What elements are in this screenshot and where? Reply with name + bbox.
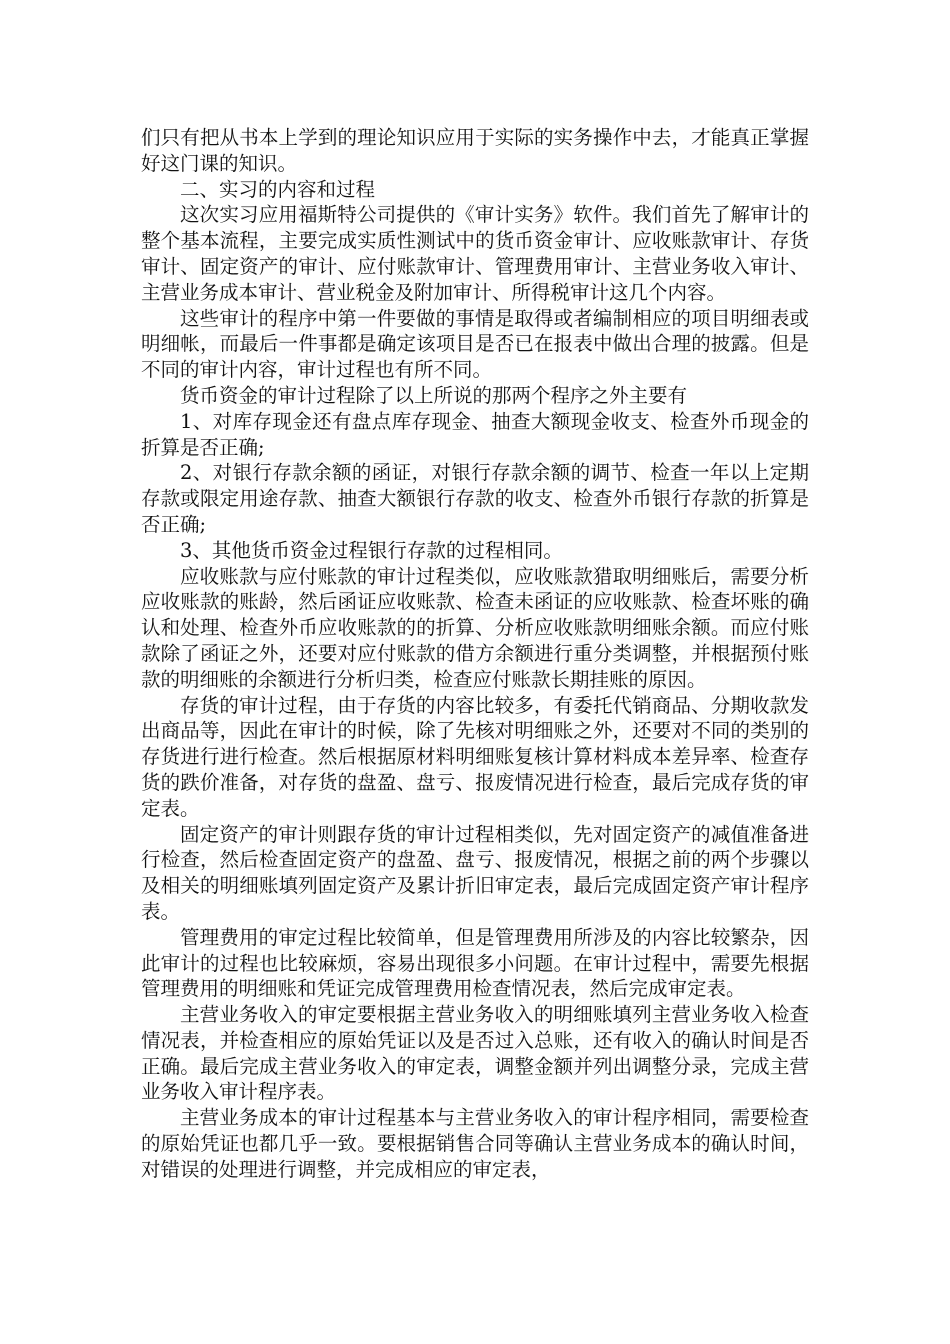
paragraph-cash-audit-intro: 货币资金的审计过程除了以上所说的那两个程序之外主要有 (180, 383, 688, 407)
paragraph-continuation: 们只有把从书本上学到的理论知识应用于实际的实务操作中去，才能真正掌握好这门课的知识。 (141, 126, 809, 175)
paragraph-admin-expenses-audit: 管理费用的审定过程比较简单，但是管理费用所涉及的内容比较繁杂，因此审计的过程也比较麻烦，容易出现很多小问题。在审计过程中，需要先根据管理费用的明细账和凭证完成管理费用检查情况表，然后完成审定表。 (141, 925, 809, 1001)
list-item-cash-on-hand: 1、对库存现金还有盘点库存现金、抽查大额现金收支、检查外币现金的折算是否正确; (141, 409, 809, 459)
paragraph-fixed-assets-audit: 固定资产的审计则跟存货的审计过程相类似，先对固定资产的减值准备进行检查，然后检查固定资产的盘盈、盘亏、报废情况，根据之前的两个步骤以及相关的明细账填列固定资产及累计折旧审定表，最后完成固定资产审计程序表。 (141, 822, 809, 923)
list-item-bank-deposits: 2、对银行存款余额的函证，对银行存款余额的调节、检查一年以上定期存款或限定用途存款、抽查大额银行存款的收支、检查外币银行存款的折算是否正确; (141, 461, 809, 536)
paragraph-receivables-payables: 应收账款与应付账款的审计过程类似，应收账款猎取明细账后，需要分析应收账款的账龄，然后函证应收账款、检查未函证的应收账款、检查坏账的确认和处理、检查外币应收账款的的折算、分析应收账款明细账余额。而应付账款除了函证之外，还要对应付账款的借方余额进行重分类调整，并根据预付账款的明细账的余额进行分析归类，检查应付账款长期挂账的原因。 (141, 564, 809, 691)
section-heading: 二、实习的内容和过程 (180, 177, 376, 201)
document-body (141, 125, 809, 1183)
paragraph-revenue-audit: 主营业务收入的审定要根据主营业务收入的明细账填列主营业务收入检查情况表，并检查相应的原始凭证以及是否过入总账，还有收入的确认时间是否正确。最后完成主营业务收入的审定表，调整金额并列出调整分录，完成主营业务收入审计程序表。 (141, 1003, 809, 1104)
paragraph-audit-procedures: 这些审计的程序中第一件要做的事情是取得或者编制相应的项目明细表或明细帐，而最后一件事都是确定该项目是否已在报表中做出合理的披露。但是不同的审计内容，审计过程也有所不同。 (141, 306, 809, 382)
paragraph-cost-audit: 主营业务成本的审计过程基本与主营业务收入的审计程序相同，需要检查的原始凭证也都几乎一致。要根据销售合同等确认主营业务成本的确认时间，对错误的处理进行调整，并完成相应的审定表， (141, 1106, 809, 1181)
list-item-other-funds: 3、其他货币资金过程银行存款的过程相同。 (180, 538, 563, 562)
paragraph-internship-software: 这次实习应用福斯特公司提供的《审计实务》软件。我们首先了解审计的整个基本流程，主要完成实质性测试中的货币资金审计、应收账款审计、存货审计、固定资产的审计、应付账款审计、管理费用审计、主营业务收入审计、主营业务成本审计、营业税金及附加审计、所得税审计这几个内容。 (141, 203, 809, 304)
paragraph-inventory-audit: 存货的审计过程，由于存货的内容比较多，有委托代销商品、分期收款发出商品等，因此在审计的时候，除了先核对明细账之外，还要对不同的类别的存货进行进行检查。然后根据原材料明细账复核计算材料成本差异率、检查存货的跌价准备，对存货的盘盈、盘亏、报废情况进行检查，最后完成存货的审定表。 (141, 693, 809, 820)
